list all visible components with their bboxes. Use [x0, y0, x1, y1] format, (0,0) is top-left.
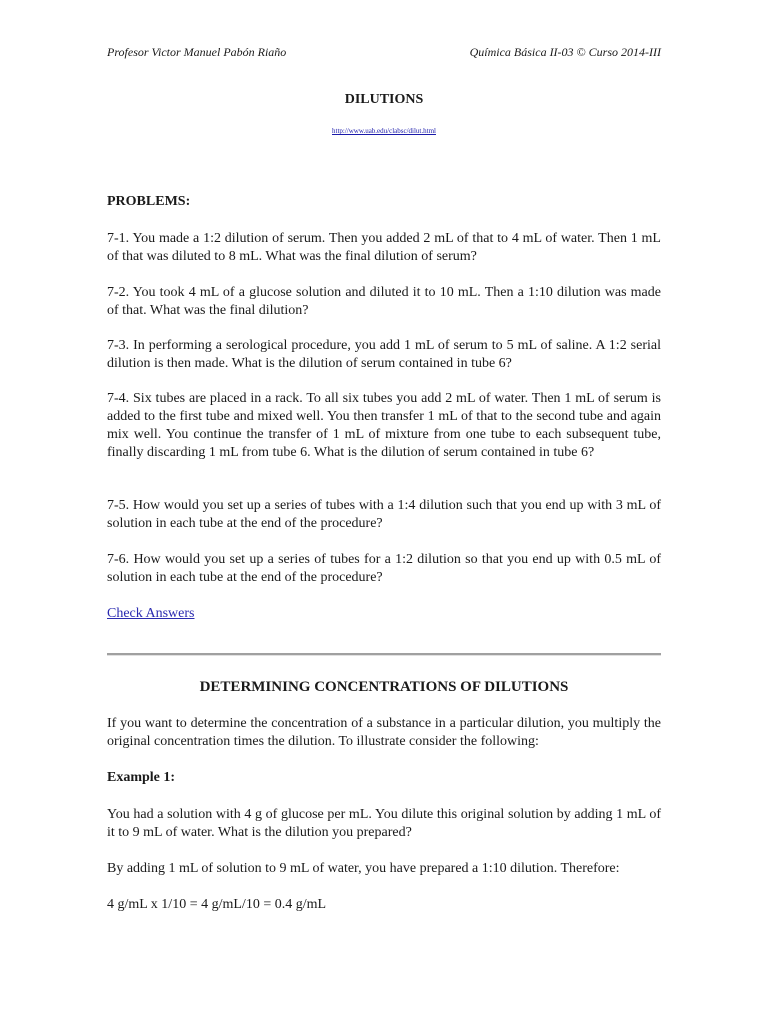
problem-text: 7-5. How would you set up a series of tubes with a 1:4 dilution such that you end up with 3 mL of solution in each tube at the end of the procedure? [107, 498, 661, 531]
problems-heading-text: PROBLEMS: [107, 194, 191, 209]
problem-text: 7-3. In performing a serological procedure, you add 1 mL of serum to 5 mL of saline. A 1:2 serial dilution is then made. What is the dilution of serum contained in tube 6? [107, 338, 661, 371]
problem-text: 7-4. Six tubes are placed in a rack. To all six tubes you add 2 mL of water. Then 1 mL of serum is added to the first tube and mixed well. You then transfer 1 mL of that to the second tube and again mix well. You continue the transfer of 1 mL of mixture from one tube to each subsequent tube, finally discarding 1 mL from tube 6. What is the dilution of serum contained in tube 6? [107, 391, 661, 460]
source-url-link[interactable]: http://www.uab.edu/clabsc/dilut.html [332, 127, 436, 135]
problem-7-5 [107, 497, 661, 533]
intro-paragraph [107, 715, 661, 751]
page-header [107, 45, 661, 60]
header-author: Profesor Victor Manuel Pabón Riaño [107, 45, 287, 59]
problem-text: 7-6. How would you set up a series of tubes for a 1:2 dilution so that you end up with 0.5 mL of solution in each tube at the end of the procedure? [107, 552, 661, 585]
example-text: You had a solution with 4 g of glucose per mL. You dilute this original solution by adding 1 mL of it to 9 mL of water. What is the dilution you prepared? [107, 807, 661, 840]
example-calculation [107, 896, 661, 914]
page-title: DILUTIONS [344, 92, 424, 107]
problem-7-6 [107, 551, 661, 587]
problems-heading [107, 193, 661, 211]
problem-text: 7-2. You took 4 mL of a glucose solution and diluted it to 10 mL. Then a 1:10 dilution was made of that. What was the final dilution? [107, 285, 661, 318]
problem-7-3 [107, 337, 661, 373]
check-answers-link[interactable]: Check Answers [107, 606, 195, 621]
problem-7-2 [107, 284, 661, 320]
example-heading-text: Example 1: [107, 770, 176, 785]
example-answer-text: By adding 1 mL of solution to 9 mL of water, you have prepared a 1:10 dilution. Therefore: [107, 861, 620, 876]
problem-7-4 [107, 390, 661, 462]
horizontal-divider [107, 653, 661, 656]
example-calculation-text: 4 g/mL x 1/10 = 4 g/mL/10 = 0.4 g/mL [107, 897, 327, 912]
source-url [0, 127, 768, 135]
header-course: Química Básica II-03 © Curso 2014-III [469, 45, 661, 59]
example-heading [107, 769, 661, 787]
example-paragraph [107, 806, 661, 842]
section-heading: DETERMINING CONCENTRATIONS OF DILUTIONS [199, 679, 569, 695]
intro-text: If you want to determine the concentration of a substance in a particular dilution, you multiply the original concentration times the dilution. To illustrate consider the following: [107, 716, 661, 749]
problem-7-1 [107, 230, 661, 266]
check-answers-row [107, 605, 661, 623]
example-answer-paragraph [107, 860, 661, 878]
problem-text: 7-1. You made a 1:2 dilution of serum. Then you added 2 mL of that to 4 mL of water. Then 1 mL of that was diluted to 8 mL. What was the final dilution of serum? [107, 231, 661, 264]
